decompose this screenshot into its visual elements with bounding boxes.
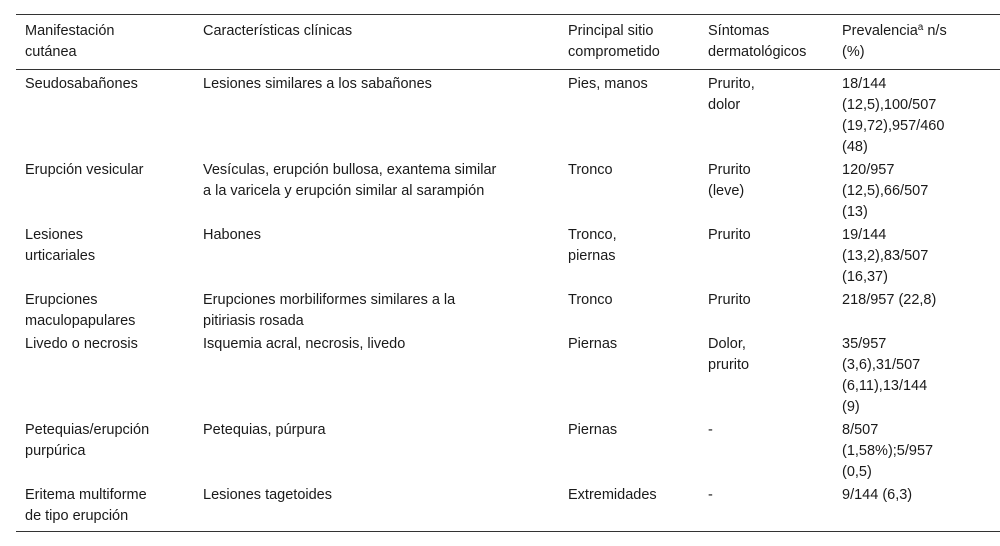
header-manifestacion-line: Manifestación	[25, 23, 115, 39]
footnote-marker: a	[917, 22, 924, 33]
cell-manifestacion-line: Lesiones	[25, 227, 84, 243]
cell-sitio-line: Extremidades	[568, 487, 657, 503]
cell-prevalencia-line: (16,37)	[842, 269, 888, 285]
cell-prevalencia-line: (6,11),13/144	[842, 378, 928, 394]
cell-sintomas	[699, 485, 833, 532]
cell-manifestacion-line: de tipo erupción	[25, 508, 129, 524]
cell-prevalencia	[833, 290, 1000, 334]
cell-caracteristicas-line: Erupciones morbiliformes similares a la	[203, 292, 456, 308]
cell-sintomas	[699, 70, 833, 161]
cell-sintomas	[699, 334, 833, 420]
cell-prevalencia-line: (0,5)	[842, 464, 872, 480]
cell-caracteristicas	[194, 334, 559, 420]
cell-prevalencia-line: (12,5),66/507	[842, 183, 929, 199]
cell-prevalencia-line: 120/957	[842, 162, 895, 178]
cell-sitio-line: Tronco	[568, 162, 613, 178]
cell-manifestacion-line: maculopapulares	[25, 313, 136, 329]
cell-sitio	[559, 70, 699, 161]
header-sitio-line: Principal sitio	[568, 23, 654, 39]
cell-prevalencia	[833, 420, 1000, 485]
cell-prevalencia-line: 19/144	[842, 227, 887, 243]
cell-caracteristicas-line: Lesiones similares a los sabañones	[203, 76, 432, 92]
header-manifestacion-line: cutánea	[25, 44, 77, 60]
cell-manifestacion-line: Seudosabañones	[25, 76, 138, 92]
cell-sitio	[559, 160, 699, 225]
cell-sintomas	[699, 160, 833, 225]
cell-caracteristicas	[194, 160, 559, 225]
cell-prevalencia	[833, 334, 1000, 420]
cell-sitio-line: Piernas	[568, 422, 618, 438]
cell-prevalencia	[833, 70, 1000, 161]
cell-sitio	[559, 420, 699, 485]
cell-sitio	[559, 485, 699, 532]
cell-manifestacion	[16, 485, 194, 532]
cell-sintomas	[699, 290, 833, 334]
cell-caracteristicas	[194, 70, 559, 161]
cell-manifestacion	[16, 334, 194, 420]
cell-sintomas-line: dolor	[708, 97, 741, 113]
header-caracteristicas	[194, 15, 559, 70]
cell-sintomas	[699, 225, 833, 290]
cell-prevalencia-line: (3,6),31/507	[842, 357, 921, 373]
cell-sintomas-line: Prurito,	[708, 76, 755, 92]
header-sintomas-line: Síntomas	[708, 23, 770, 39]
cell-prevalencia-line: (13,2),83/507	[842, 248, 929, 264]
cell-prevalencia-line: (12,5),100/507	[842, 97, 937, 113]
header-prevalencia-main: Prevalencia	[842, 23, 918, 39]
cell-sitio-line: Pies, manos	[568, 76, 648, 92]
cell-manifestacion-line: Petequias/erupción	[25, 422, 150, 438]
header-caracteristicas-line: Características clínicas	[203, 23, 353, 39]
cell-caracteristicas-line: Lesiones tagetoides	[203, 487, 332, 503]
cell-manifestacion	[16, 225, 194, 290]
header-sitio	[559, 15, 699, 70]
cell-prevalencia-line: 18/144	[842, 76, 887, 92]
table-row	[16, 225, 1000, 290]
cell-caracteristicas-line: Vesículas, erupción bullosa, exantema similar	[203, 162, 497, 178]
cell-caracteristicas	[194, 420, 559, 485]
cell-caracteristicas-line: Petequias, púrpura	[203, 422, 326, 438]
cell-sitio	[559, 225, 699, 290]
cell-caracteristicas-line: Habones	[203, 227, 262, 243]
cell-sintomas-line: (leve)	[708, 183, 745, 199]
cell-sitio-line: piernas	[568, 248, 616, 264]
cell-prevalencia-line: (1,58%);5/957	[842, 443, 934, 459]
cell-sitio	[559, 334, 699, 420]
cell-caracteristicas	[194, 485, 559, 532]
cell-sitio-line: Tronco,	[568, 227, 617, 243]
cell-sintomas-line: -	[708, 487, 713, 503]
cell-sintomas-line: Prurito	[708, 292, 751, 308]
cell-caracteristicas-line: pitiriasis rosada	[203, 313, 304, 329]
cell-prevalencia-line: (19,72),957/460	[842, 118, 945, 134]
cell-sitio-line: Tronco	[568, 292, 613, 308]
cell-manifestacion	[16, 70, 194, 161]
cell-manifestacion	[16, 420, 194, 485]
cell-prevalencia-line: 8/507	[842, 422, 879, 438]
header-manifestacion	[16, 15, 194, 70]
cell-prevalencia-line: (48)	[842, 139, 868, 155]
cell-caracteristicas	[194, 290, 559, 334]
header-sintomas-line: dermatológicos	[708, 44, 807, 60]
cell-manifestacion-line: Eritema multiforme	[25, 487, 147, 503]
table-body	[16, 70, 1000, 532]
cell-caracteristicas	[194, 225, 559, 290]
cell-manifestacion-line: purpúrica	[25, 443, 86, 459]
table-row	[16, 160, 1000, 225]
cell-caracteristicas-line: Isquemia acral, necrosis, livedo	[203, 336, 406, 352]
header-sintomas	[699, 15, 833, 70]
table-row	[16, 334, 1000, 420]
cell-manifestacion	[16, 290, 194, 334]
cell-prevalencia-line: 218/957 (22,8)	[842, 292, 937, 308]
cell-prevalencia-line: (9)	[842, 399, 860, 415]
header-prevalencia-line	[842, 21, 996, 42]
header-sitio-line: comprometido	[568, 44, 660, 60]
cell-manifestacion-line: Erupciones	[25, 292, 98, 308]
table-row	[16, 290, 1000, 334]
table-header-row	[16, 15, 1000, 70]
table-row	[16, 485, 1000, 532]
cell-prevalencia	[833, 485, 1000, 532]
cell-manifestacion-line: Livedo o necrosis	[25, 336, 138, 352]
cell-prevalencia-line: 35/957	[842, 336, 887, 352]
cell-sintomas	[699, 420, 833, 485]
table-row	[16, 70, 1000, 161]
cell-sintomas-line: -	[708, 422, 713, 438]
cell-sintomas-line: prurito	[708, 357, 750, 373]
cell-prevalencia	[833, 225, 1000, 290]
header-prevalencia-rest: n/s	[923, 23, 947, 39]
cell-prevalencia-line: 9/144 (6,3)	[842, 487, 913, 503]
cell-sintomas-line: Prurito	[708, 162, 751, 178]
cell-prevalencia	[833, 160, 1000, 225]
header-prevalencia-line2: (%)	[842, 44, 865, 60]
cell-sintomas-line: Prurito	[708, 227, 751, 243]
cell-sitio-line: Piernas	[568, 336, 618, 352]
manifestations-table	[16, 14, 1000, 532]
cell-manifestacion-line: urticariales	[25, 248, 96, 264]
table-row	[16, 420, 1000, 485]
header-prevalencia	[833, 15, 1000, 70]
cell-caracteristicas-line: a la varicela y erupción similar al sarampión	[203, 183, 485, 199]
cell-manifestacion-line: Erupción vesicular	[25, 162, 144, 178]
cell-sintomas-line: Dolor,	[708, 336, 746, 352]
cell-sitio	[559, 290, 699, 334]
cell-manifestacion	[16, 160, 194, 225]
cell-prevalencia-line: (13)	[842, 204, 868, 220]
table-container	[16, 14, 1000, 532]
